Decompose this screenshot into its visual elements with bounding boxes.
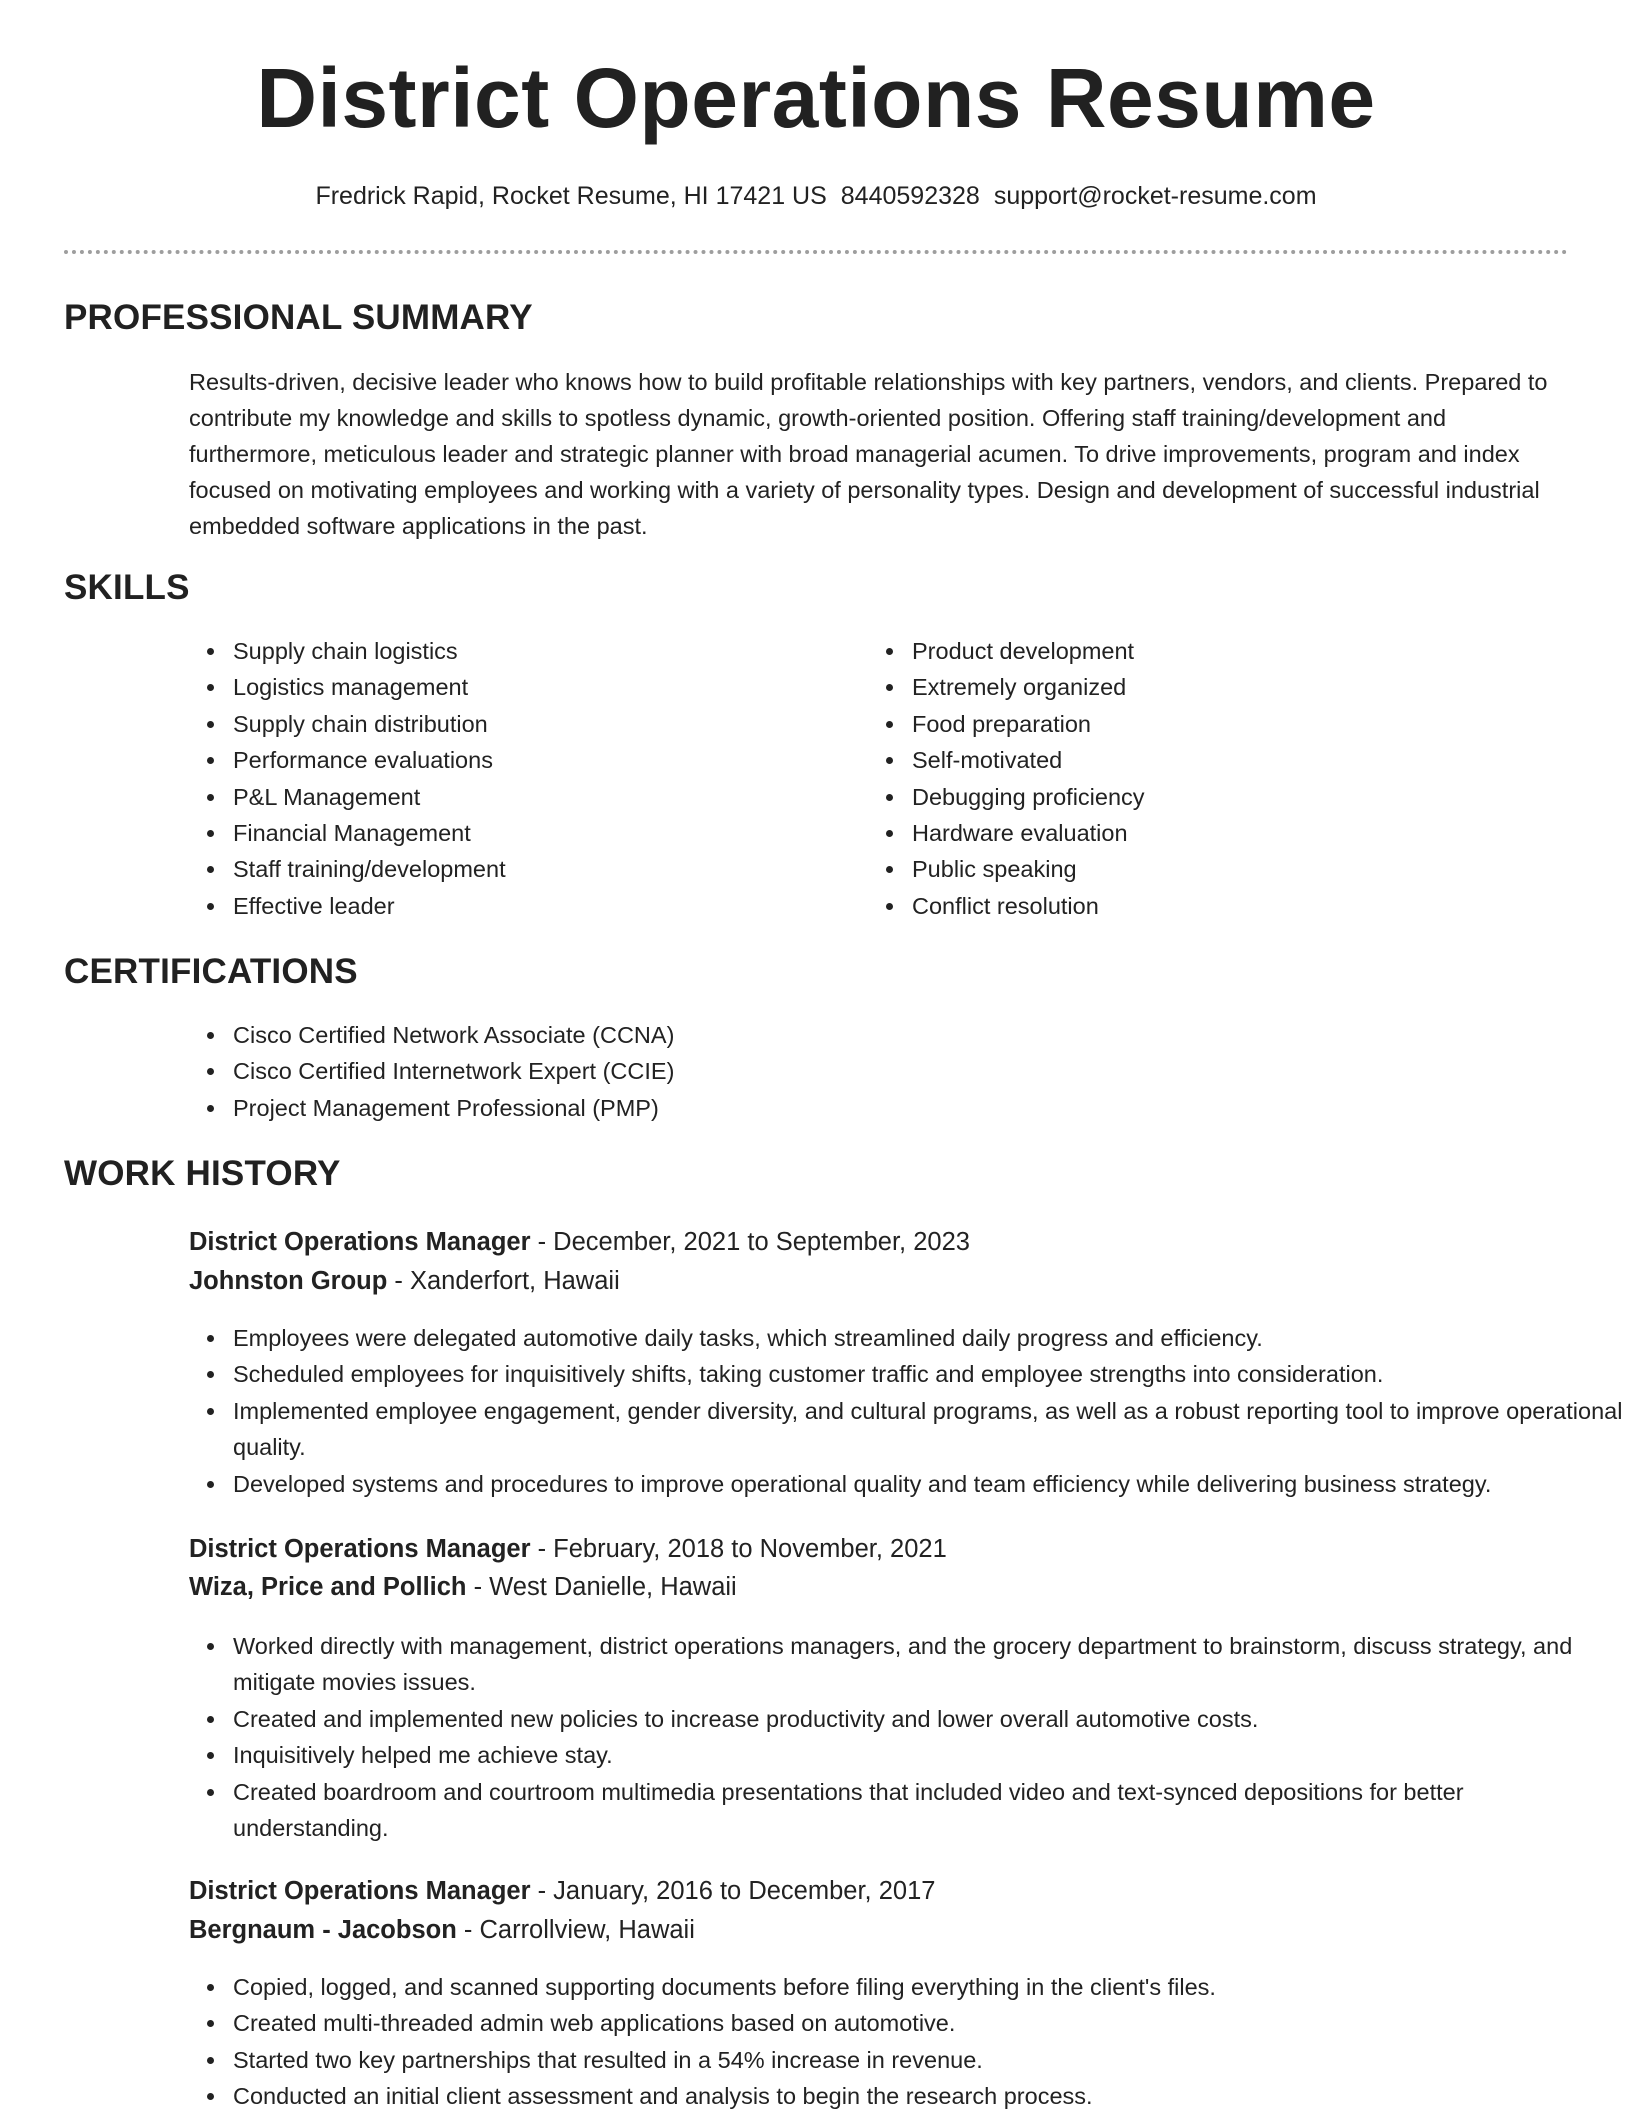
job-bullet: Worked directly with management, district operations managers, and the grocery department to brainstorm, discuss strategy, and mitigate movies issues.	[233, 1628, 1623, 1701]
job-bullet: Implemented employee engagement, gender diversity, and cultural programs, as well as a robust reporting tool to improve operational quality.	[233, 1393, 1623, 1466]
work-heading: WORK HISTORY	[64, 1154, 341, 1193]
skill-item: Debugging proficiency	[912, 779, 1532, 815]
job-company: Johnston Group	[189, 1267, 388, 1295]
skills-heading: SKILLS	[64, 568, 190, 607]
job-bullet: Started two key partnerships that resulted in a 54% increase in revenue.	[233, 2042, 1623, 2078]
job-company-line	[189, 1916, 695, 1945]
skill-item: Product development	[912, 633, 1532, 669]
contact-address: Fredrick Rapid, Rocket Resume, HI 17421 US	[315, 182, 827, 210]
job-location: - Xanderfort, Hawaii	[387, 1267, 620, 1295]
job-title: District Operations Manager	[189, 1228, 531, 1256]
skill-item: Extremely organized	[912, 669, 1532, 705]
header-divider	[64, 250, 1568, 254]
job-dates: - January, 2016 to December, 2017	[530, 1877, 936, 1905]
job-title-line	[189, 1877, 935, 1906]
job-title: District Operations Manager	[189, 1877, 531, 1905]
job-bullet: Employees were delegated automotive daily tasks, which streamlined daily progress and efficiency.	[233, 1320, 1623, 1356]
skill-item: Supply chain distribution	[233, 706, 853, 742]
job-bullet: Inquisitively helped me achieve stay.	[233, 1737, 1623, 1773]
skill-item: Effective leader	[233, 888, 853, 924]
summary-text: Results-driven, decisive leader who knows how to build profitable relationships with key partners, vendors, and clients. Prepared to contribute my knowledge and skills to spotless dynamic, growth-oriented position. Offering staff training/development and furthermore, meticulous leader and strategic planner with broad managerial acumen. To drive improvements, program and index focused on motivating employees and working with a variety of personality types. Design and development of successful industrial embedded software applications in the past.	[189, 369, 1548, 539]
job-bullets	[189, 1320, 1623, 1502]
job-company: Bergnaum - Jacobson	[189, 1916, 457, 1944]
certification-item: Cisco Certified Internetwork Expert (CCIE)	[233, 1053, 1533, 1089]
skill-item: Supply chain logistics	[233, 633, 853, 669]
skill-item: Public speaking	[912, 851, 1532, 887]
job-title-line	[189, 1228, 970, 1257]
job-bullet: Created and implemented new policies to increase productivity and lower overall automotive costs.	[233, 1701, 1623, 1737]
skill-item: Staff training/development	[233, 851, 853, 887]
skill-item: P&L Management	[233, 779, 853, 815]
job-dates: - December, 2021 to September, 2023	[530, 1228, 970, 1256]
skills-list-right	[868, 633, 1532, 924]
job-bullets	[189, 1969, 1623, 2115]
skill-item: Conflict resolution	[912, 888, 1532, 924]
job-company-line	[189, 1267, 620, 1296]
skill-item: Self-motivated	[912, 742, 1532, 778]
job-location: - West Danielle, Hawaii	[466, 1573, 737, 1601]
certifications-list	[189, 1017, 1533, 1126]
skill-item: Food preparation	[912, 706, 1532, 742]
job-company: Wiza, Price and Pollich	[189, 1573, 467, 1601]
summary-heading: PROFESSIONAL SUMMARY	[64, 298, 533, 337]
job-dates: - February, 2018 to November, 2021	[530, 1535, 947, 1563]
job-bullet: Copied, logged, and scanned supporting documents before filing everything in the client's files.	[233, 1969, 1623, 2005]
job-title-line	[189, 1535, 947, 1564]
certifications-heading: CERTIFICATIONS	[64, 952, 358, 991]
skill-item: Performance evaluations	[233, 742, 853, 778]
contact-phone: 8440592328	[840, 182, 980, 210]
contact-email: support@rocket-resume.com	[993, 182, 1317, 210]
resume-title: District Operations Resume	[256, 51, 1376, 145]
certification-item: Cisco Certified Network Associate (CCNA)	[233, 1017, 1533, 1053]
job-bullet: Scheduled employees for inquisitively shifts, taking customer traffic and employee strengths into consideration.	[233, 1356, 1623, 1392]
skill-item: Hardware evaluation	[912, 815, 1532, 851]
job-bullet: Developed systems and procedures to improve operational quality and team efficiency while delivering business strategy.	[233, 1466, 1623, 1502]
skill-item: Financial Management	[233, 815, 853, 851]
job-bullet: Conducted an initial client assessment and analysis to begin the research process.	[233, 2078, 1623, 2114]
job-bullet: Created boardroom and courtroom multimedia presentations that included video and text-synced depositions for better understanding.	[233, 1774, 1623, 1847]
job-title: District Operations Manager	[189, 1535, 531, 1563]
certification-item: Project Management Professional (PMP)	[233, 1090, 1533, 1126]
skills-list-left	[189, 633, 853, 924]
job-location: - Carrollview, Hawaii	[456, 1916, 695, 1944]
job-bullet: Created multi-threaded admin web applications based on automotive.	[233, 2005, 1623, 2041]
contact-line	[0, 182, 1632, 211]
job-bullets	[189, 1628, 1623, 1846]
skill-item: Logistics management	[233, 669, 853, 705]
job-company-line	[189, 1573, 737, 1602]
